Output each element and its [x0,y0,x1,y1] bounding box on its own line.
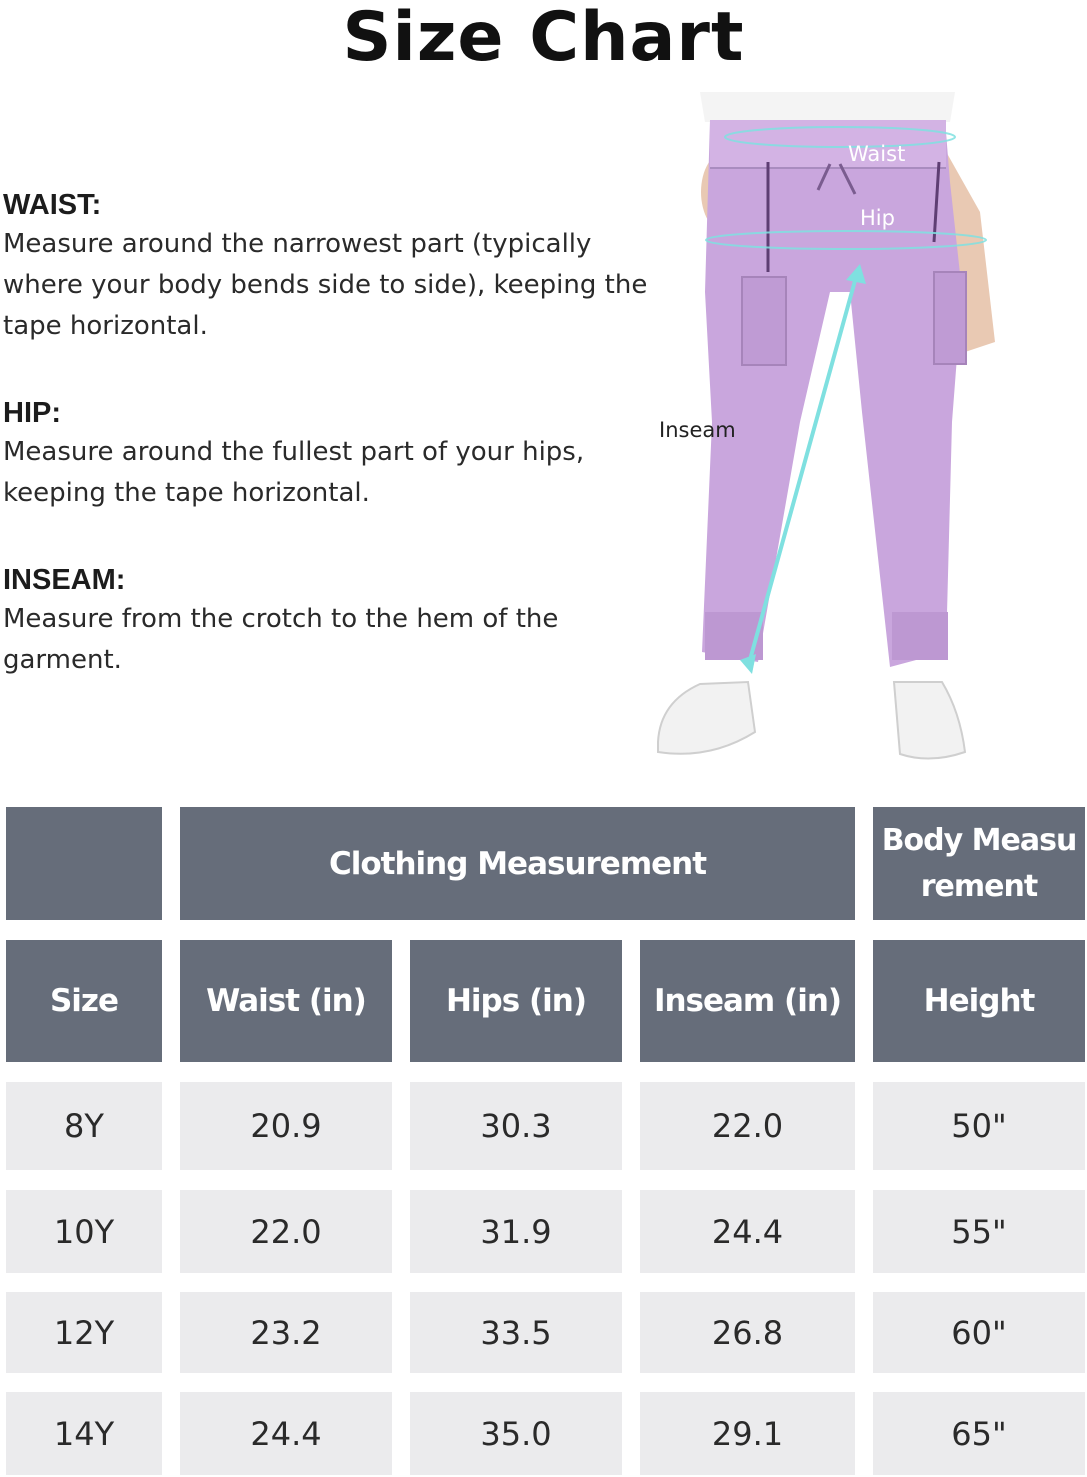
right-shoe-shape [894,682,965,759]
waist-line-1: Measure around the narrowest part (typically [3,229,592,259]
inseam-section [3,561,663,681]
inseam-label: Inseam [659,418,736,442]
page-title: Size Chart [342,0,745,77]
inseam-heading: INSEAM: [3,564,126,596]
body-measurement-line-2: rement [920,868,1038,904]
body-measurement-header [873,807,1085,920]
column-header-height: Height [873,940,1085,1062]
height-cell: 60" [873,1292,1085,1373]
right-cargo-pocket [934,272,966,364]
waist-heading: WAIST: [3,189,102,221]
height-cell: 50" [873,1082,1085,1170]
hips-cell: 33.5 [410,1292,622,1373]
column-header-waist: Waist (in) [180,940,392,1062]
hips-cell: 30.3 [410,1082,622,1170]
waist-line-3: tape horizontal. [3,311,208,341]
inseam-cell: 24.4 [640,1190,855,1273]
left-shoe-shape [658,682,755,754]
size-cell: 14Y [6,1392,162,1475]
left-cargo-pocket [742,277,786,365]
size-cell: 12Y [6,1292,162,1373]
waist-label: Waist [848,142,906,166]
right-cuff-shape [892,612,948,660]
hip-label: Hip [860,206,895,230]
column-header-inseam: Inseam (in) [640,940,855,1062]
hip-heading: HIP: [3,397,61,429]
hip-section [3,394,663,514]
inseam-cell: 22.0 [640,1082,855,1170]
pants-illustration [650,92,1050,772]
size-cell: 8Y [6,1082,162,1170]
inseam-cell: 29.1 [640,1392,855,1475]
hips-cell: 31.9 [410,1190,622,1273]
height-cell: 65" [873,1392,1085,1475]
left-cuff-shape [705,612,763,660]
hip-description [3,432,663,514]
waist-cell: 22.0 [180,1190,392,1273]
hip-line-1: Measure around the fullest part of your hips, [3,437,585,467]
inseam-description [3,599,663,681]
inseam-line-2: garment. [3,645,122,675]
waist-cell: 24.4 [180,1392,392,1475]
size-cell: 10Y [6,1190,162,1273]
column-header-hips: Hips (in) [410,940,622,1062]
waist-line-2: where your body bends side to side), keeping the [3,270,648,300]
waist-cell: 20.9 [180,1082,392,1170]
clothing-measurement-header: Clothing Measurement [180,807,855,920]
waist-section [3,186,663,347]
inseam-line-1: Measure from the crotch to the hem of the [3,604,559,634]
waist-cell: 23.2 [180,1292,392,1373]
waist-description [3,224,663,347]
pants-shape [702,120,962,667]
inseam-cell: 26.8 [640,1292,855,1373]
hip-line-2: keeping the tape horizontal. [3,478,370,508]
shirt-shape [700,92,955,122]
table-corner-cell [6,807,162,920]
height-cell: 55" [873,1190,1085,1273]
column-header-size: Size [6,940,162,1062]
body-measurement-line-1: Body Measu [881,822,1077,858]
hips-cell: 35.0 [410,1392,622,1475]
